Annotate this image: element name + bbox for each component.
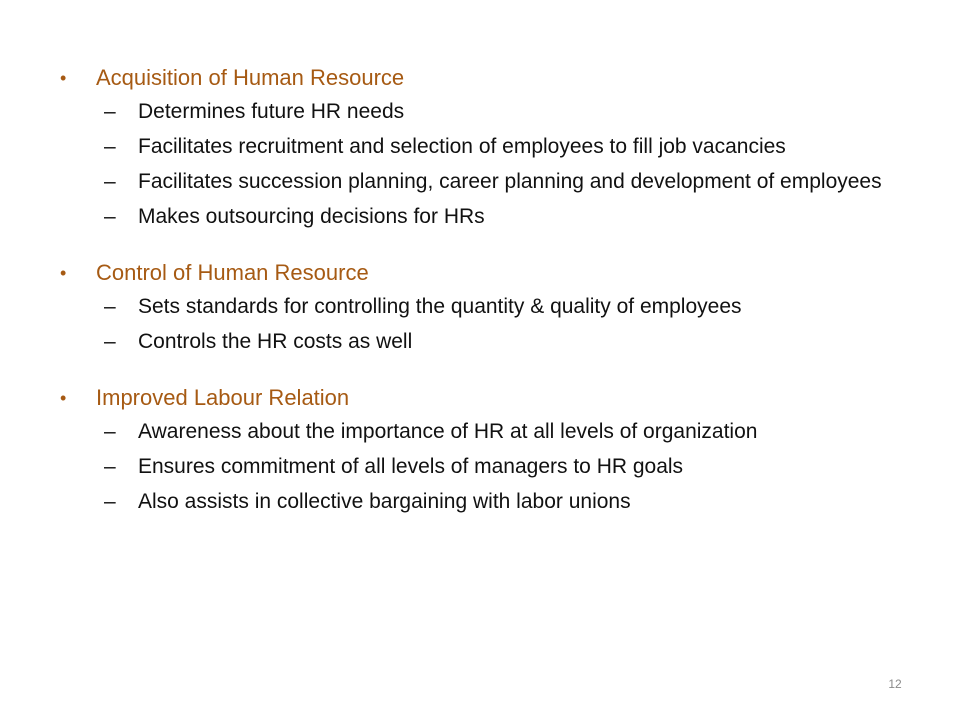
sub-point-text: Sets standards for controlling the quantity & quality of employees — [138, 295, 742, 318]
page-number: 12 — [888, 677, 902, 691]
slide-content — [0, 64, 960, 544]
sub-point — [0, 420, 960, 444]
bullet-icon: • — [60, 68, 67, 88]
bullet-icon: • — [60, 388, 67, 408]
section-heading-text: Improved Labour Relation — [96, 385, 350, 410]
dash-icon: – — [104, 100, 116, 123]
section-labour-relation — [0, 384, 960, 514]
sub-point-text: Facilitates recruitment and selection of employees to fill job vacancies — [138, 135, 786, 158]
sub-point-list — [0, 420, 960, 514]
bullet-icon: • — [60, 263, 67, 283]
dash-icon: – — [104, 135, 116, 158]
section-heading — [0, 64, 960, 92]
sub-point-text: Awareness about the importance of HR at all levels of organization — [138, 420, 758, 443]
sub-point — [0, 330, 960, 354]
sub-point-text: Also assists in collective bargaining with labor unions — [138, 490, 631, 513]
sub-point-list — [0, 100, 960, 229]
dash-icon: – — [104, 295, 116, 318]
dash-icon: – — [104, 330, 116, 353]
section-acquisition — [0, 64, 960, 229]
dash-icon: – — [104, 420, 116, 443]
sub-point-text: Determines future HR needs — [138, 100, 405, 123]
sub-point-list — [0, 295, 960, 354]
dash-icon: – — [104, 490, 116, 513]
sub-point — [0, 490, 960, 514]
dash-icon: – — [104, 170, 116, 193]
sub-point — [0, 455, 960, 479]
dash-icon: – — [104, 455, 116, 478]
section-control — [0, 259, 960, 354]
section-heading — [0, 384, 960, 412]
sub-point — [0, 295, 960, 319]
sub-point-text: Controls the HR costs as well — [138, 330, 413, 353]
section-heading — [0, 259, 960, 287]
sub-point-text: Ensures commitment of all levels of managers to HR goals — [138, 455, 684, 478]
sub-point — [0, 205, 960, 229]
dash-icon: – — [104, 205, 116, 228]
sub-point — [0, 135, 960, 159]
sub-point-text: Facilitates succession planning, career planning and development of employees — [138, 170, 882, 193]
section-heading-text: Control of Human Resource — [96, 260, 369, 285]
sub-point — [0, 170, 960, 194]
section-heading-text: Acquisition of Human Resource — [96, 65, 405, 90]
sub-point — [0, 100, 960, 124]
sub-point-text: Makes outsourcing decisions for HRs — [138, 205, 485, 228]
